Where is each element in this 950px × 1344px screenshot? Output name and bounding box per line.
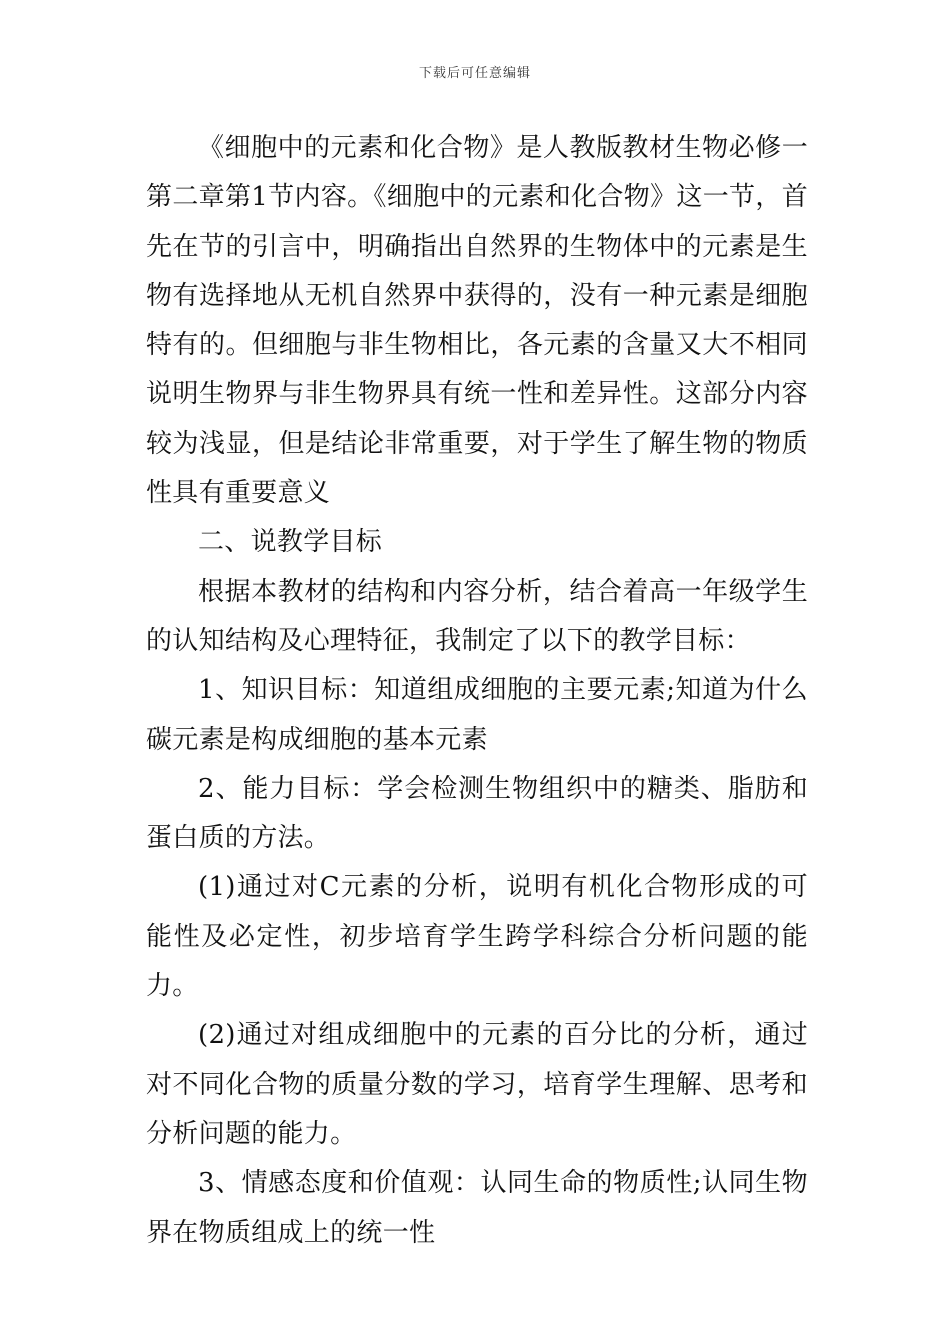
section-heading-teaching-goals: 二、说教学目标 xyxy=(198,527,383,558)
paragraph-intro: 《细胞中的元素和化合物》是人教版教材生物必修一第二章第1节内容。《细胞中的元素和化合物》这一节，首先在节的引言中，明确指出自然界的生物体中的元素是生物有选择地从无机自然界中获得的，没有一种元素是细胞特有的。但细胞与非生物相比，各元素的含量又大不相同说明生物界与非生物界具有统一性和差异性。这部分内容较为浅显，但是结论非常重要，对于学生了解生物的物质性具有重要意义 xyxy=(146,133,808,509)
paragraph-goals-intro: 根据本教材的结构和内容分析，结合着高一年级学生的认知结构及心理特征，我制定了以下的教学目标： xyxy=(146,576,808,656)
page-header: 下载后可任意编辑 xyxy=(418,66,531,81)
paragraph-ability-goal-1: (1)通过对C元素的分析，说明有机化合物形成的可能性及必定性，初步培育学生跨学科综合分析问题的能力。 xyxy=(146,872,808,1002)
paragraph-ability-goal-2: (2)通过对组成细胞中的元素的百分比的分析，通过对不同化合物的质量分数的学习，培育学生理解、思考和分析问题的能力。 xyxy=(146,1020,808,1149)
paragraph-ability-goal: 2、能力目标：学会检测生物组织中的糖类、脂肪和蛋白质的方法。 xyxy=(146,773,808,854)
paragraph-knowledge-goal: 1、知识目标：知道组成细胞的主要元素;知道为什么碳元素是构成细胞的基本元素 xyxy=(146,675,808,755)
document-body xyxy=(146,124,808,1258)
paragraph-emotion-goal: 3、情感态度和价值观：认同生命的物质性;认同生物界在物质组成上的统一性 xyxy=(146,1168,808,1248)
